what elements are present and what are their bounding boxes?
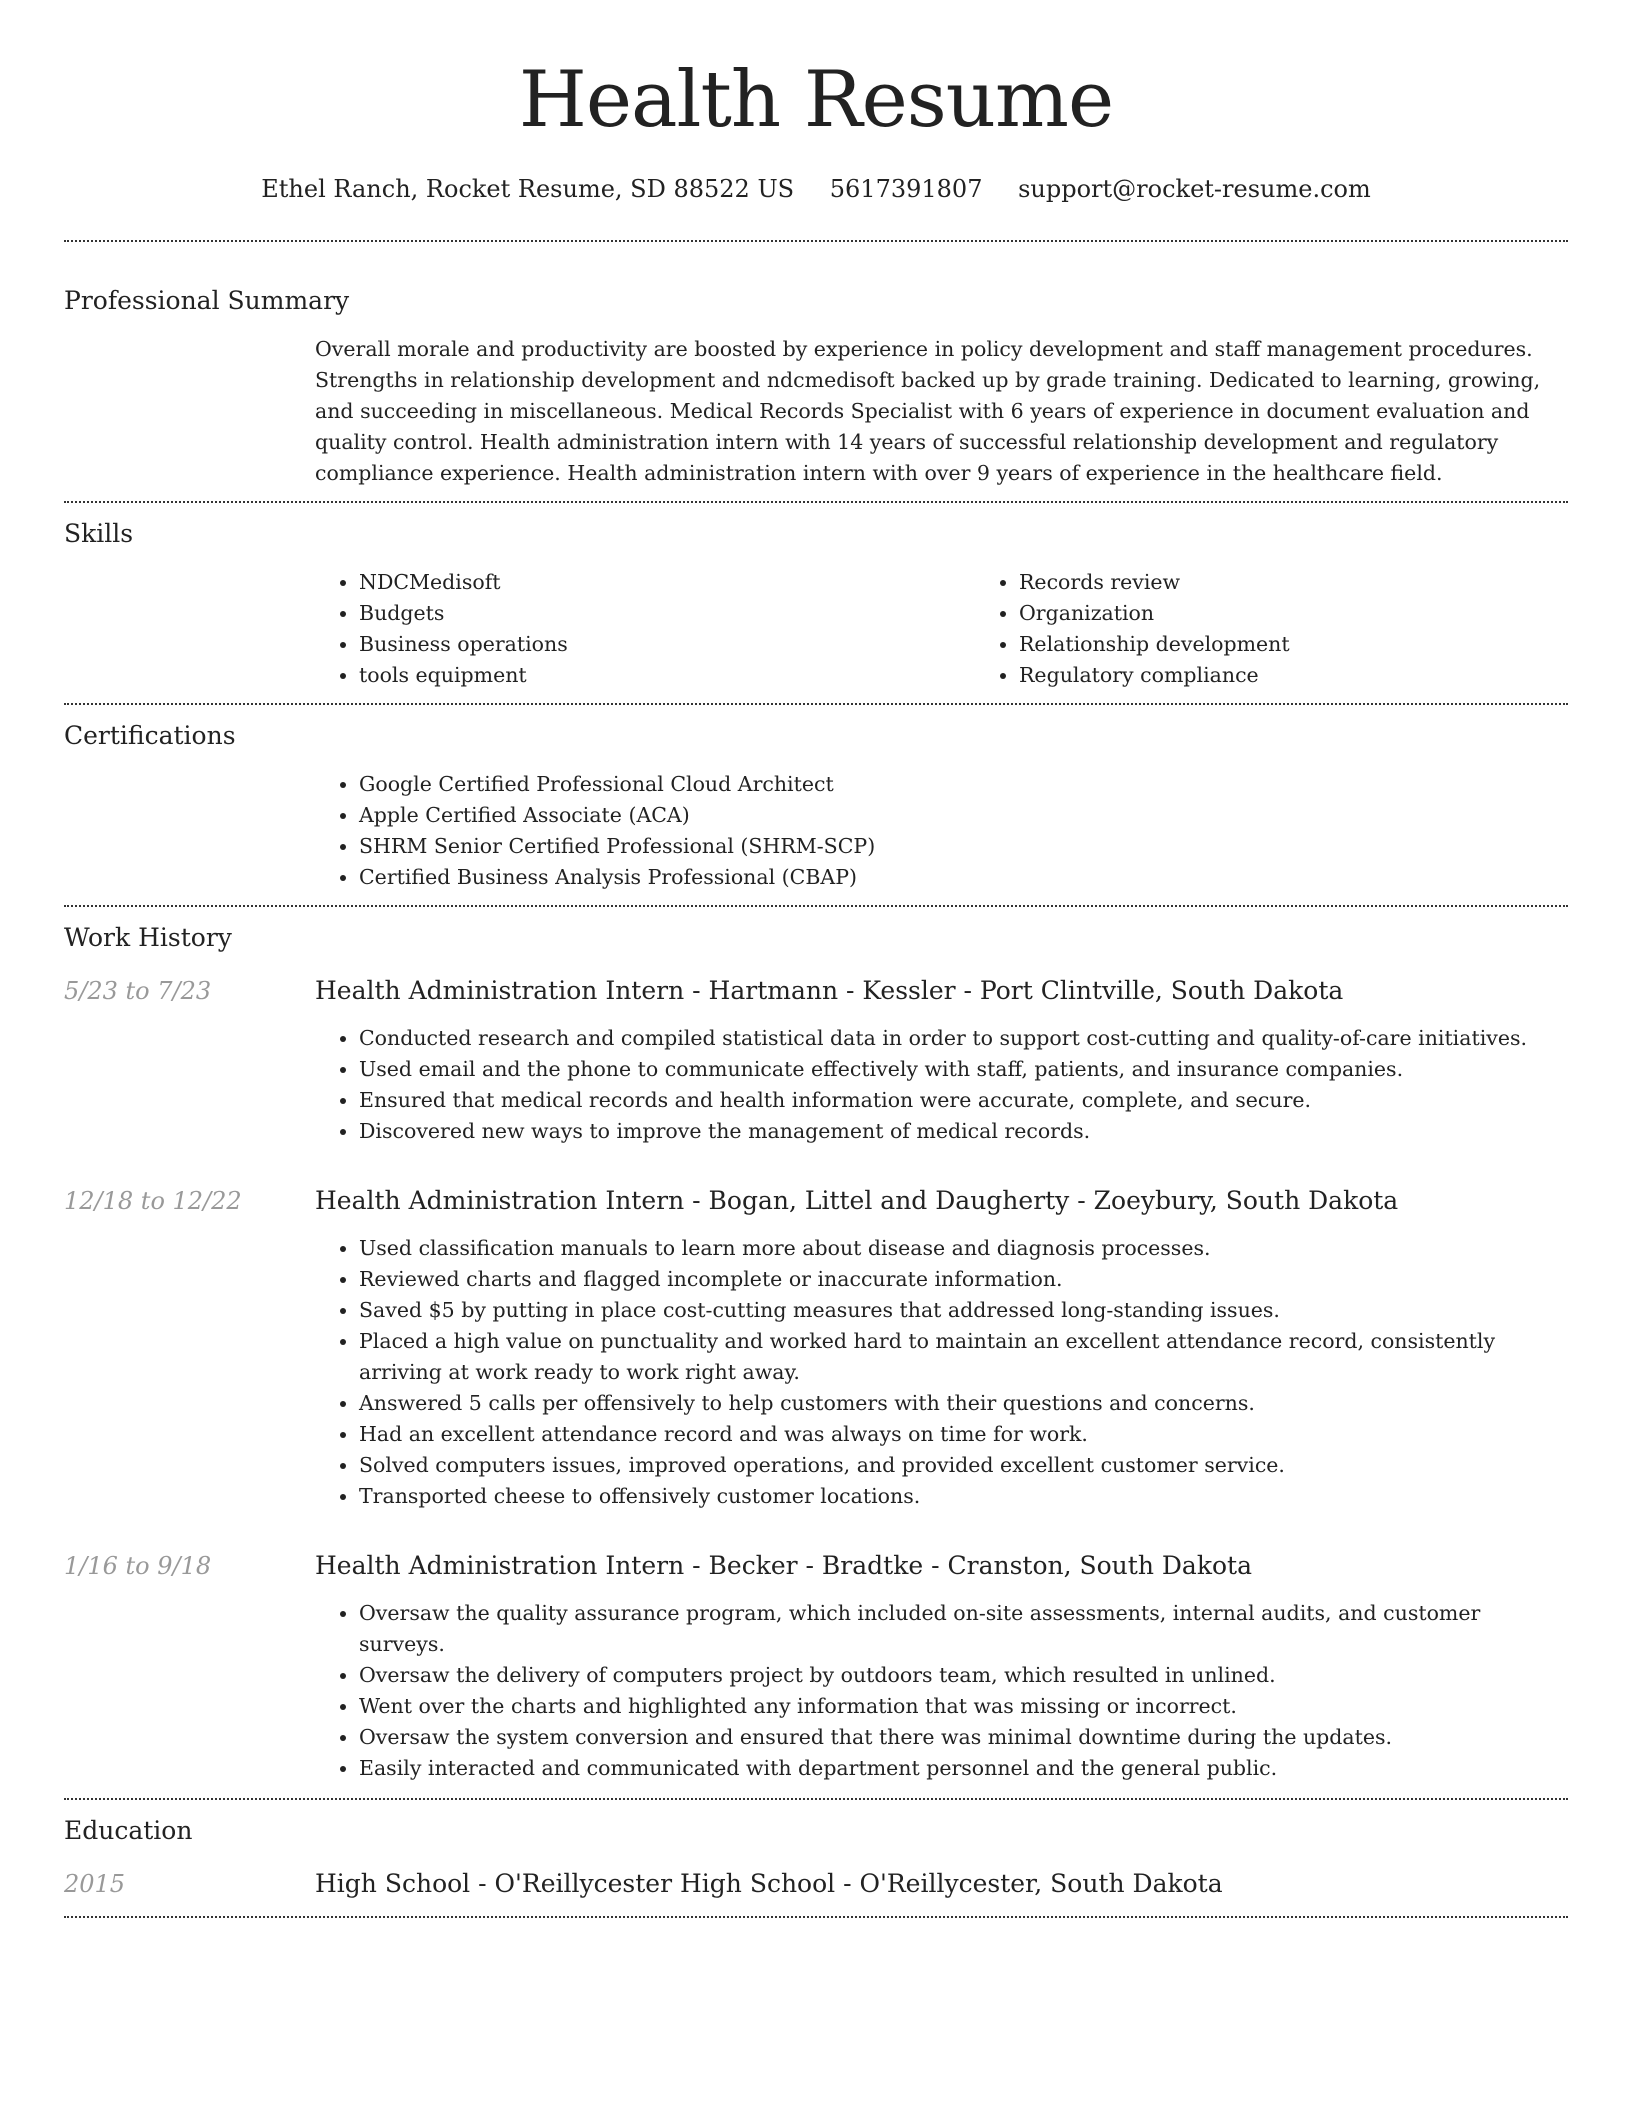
job-bullet: • Oversaw the system conversion and ensured that there was minimal downtime during the updates. (359, 1722, 1568, 1753)
section-title-certifications: Certifications (64, 721, 236, 750)
job-bullet: • Discovered new ways to improve the management of medical records. (359, 1116, 1568, 1147)
certification-item: • Apple Certified Associate (ACA) (359, 800, 1568, 831)
skill-item: • Business operations (359, 629, 975, 660)
job-bullet-list (315, 1598, 1568, 1784)
work-history-section (64, 907, 1568, 1798)
certifications-section (64, 705, 1568, 905)
job-dates: 12/18 to 12/22 (64, 1187, 242, 1215)
divider (64, 1916, 1568, 1918)
contact-phone: 5617391807 (829, 175, 983, 203)
certification-item: • Google Certified Professional Cloud Architect (359, 769, 1568, 800)
certifications-list (315, 769, 1568, 893)
section-title-education: Education (64, 1816, 193, 1845)
job-title: Health Administration Intern - Bogan, Littel and Daugherty - Zoeybury, South Dakota (315, 1186, 1399, 1215)
job-bullets (315, 1598, 1568, 1784)
section-title-skills: Skills (64, 519, 134, 548)
job-bullet: • Had an excellent attendance record and was always on time for work. (359, 1419, 1568, 1450)
job-title: Health Administration Intern - Hartmann - Kessler - Port Clintville, South Dakota (315, 976, 1344, 1005)
job-bullet: • Transported cheese to offensively customer locations. (359, 1481, 1568, 1512)
job-dates: 5/23 to 7/23 (64, 977, 212, 1005)
skills-section (64, 503, 1568, 703)
job-entry (64, 973, 1568, 1147)
skills-list-right (975, 567, 1632, 691)
section-title-work-history: Work History (64, 923, 232, 952)
job-dates: 1/16 to 9/18 (64, 1552, 212, 1580)
skills-list-left (315, 567, 975, 691)
job-bullet: • Saved $5 by putting in place cost-cutting measures that addressed long-standing issues. (359, 1295, 1568, 1326)
job-header (64, 1548, 1568, 1584)
job-title: Health Administration Intern - Becker - Bradtke - Cranston, South Dakota (315, 1551, 1252, 1580)
job-bullet: • Used classification manuals to learn more about disease and diagnosis processes. (359, 1233, 1568, 1264)
skill-item: • Relationship development (1019, 629, 1632, 660)
job-bullet-list (315, 1023, 1568, 1147)
job-header (64, 1183, 1568, 1219)
skill-item: • Records review (1019, 567, 1632, 598)
job-bullet: • Placed a high value on punctuality and worked hard to maintain an excellent attendance record, consistently arriving at work ready to work right away. (359, 1326, 1568, 1388)
skill-item: • Budgets (359, 598, 975, 629)
education-section (64, 1800, 1568, 1916)
job-bullet: • Went over the charts and highlighted any information that was missing or incorrect. (359, 1691, 1568, 1722)
job-entry (64, 1548, 1568, 1784)
summary-text: Overall morale and productivity are boosted by experience in policy development and staff management procedures. Strengths in relationship development and ndcmedisoft backed up by grade training. Dedicated to learning, growing, and succeeding in miscellaneous. Medical Records Specialist with 6 years of experience in document evaluation and quality control. Health administration intern with 14 years of successful relationship development and regulatory compliance experience. Health administration intern with over 9 years of experience in the healthcare field. (315, 337, 1541, 485)
job-bullets (315, 1233, 1568, 1512)
resume-name: Health Resume (518, 55, 1114, 145)
skill-item: • Regulatory compliance (1019, 660, 1632, 691)
resume-header (64, 0, 1568, 206)
skill-item: • tools equipment (359, 660, 975, 691)
job-bullet-list (315, 1233, 1568, 1512)
job-entry (64, 1183, 1568, 1512)
skills-columns (315, 567, 1568, 691)
contact-email: support@rocket-resume.com (1018, 175, 1371, 203)
job-bullets (315, 1023, 1568, 1147)
job-header (64, 973, 1568, 1009)
education-row (64, 1866, 1568, 1902)
job-bullet: • Conducted research and compiled statistical data in order to support cost-cutting and quality-of-care initiatives. (359, 1023, 1568, 1054)
summary-section (64, 242, 1568, 501)
job-bullet: • Easily interacted and communicated with department personnel and the general public. (359, 1753, 1568, 1784)
job-bullet: • Answered 5 calls per offensively to help customers with their questions and concerns. (359, 1388, 1568, 1419)
job-bullet: • Reviewed charts and flagged incomplete or inaccurate information. (359, 1264, 1568, 1295)
skill-item: • NDCMedisoft (359, 567, 975, 598)
job-bullet: • Oversaw the delivery of computers project by outdoors team, which resulted in unlined. (359, 1660, 1568, 1691)
certifications-body (315, 769, 1568, 893)
education-entry (64, 1866, 1568, 1902)
education-year: 2015 (64, 1870, 126, 1898)
section-title-summary: Professional Summary (64, 286, 350, 315)
certification-item: • SHRM Senior Certified Professional (SHRM-SCP) (359, 831, 1568, 862)
job-bullet: • Used email and the phone to communicate effectively with staff, patients, and insurance companies. (359, 1054, 1568, 1085)
skill-item: • Organization (1019, 598, 1632, 629)
contact-line (64, 172, 1568, 206)
job-bullet: • Oversaw the quality assurance program, which included on-site assessments, internal audits, and customer surveys. (359, 1598, 1568, 1660)
job-bullet: • Solved computers issues, improved operations, and provided excellent customer service. (359, 1450, 1568, 1481)
education-text: High School - O'Reillycester High School - O'Reillycester, South Dakota (315, 1869, 1223, 1898)
contact-address: Ethel Ranch, Rocket Resume, SD 88522 US (261, 175, 795, 203)
certification-item: • Certified Business Analysis Professional (CBAP) (359, 862, 1568, 893)
job-bullet: • Ensured that medical records and health information were accurate, complete, and secure. (359, 1085, 1568, 1116)
